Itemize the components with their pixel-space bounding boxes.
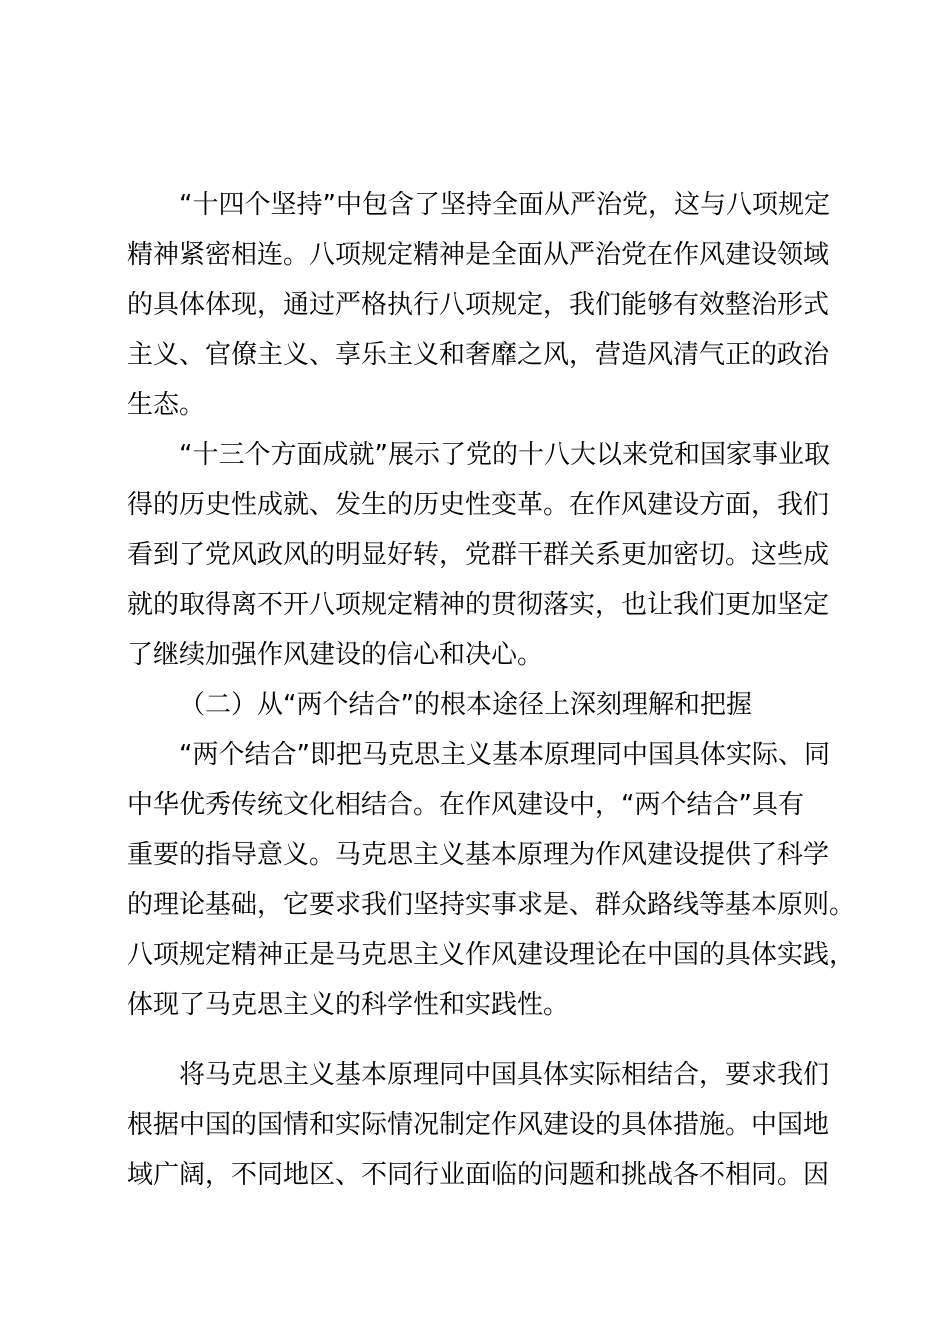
paragraph-2-line-2: 得的历史性成就、发生的历史性变革。在作风建设方面，我们 bbox=[127, 490, 830, 520]
paragraph-3-line-4: 的理论基础，它要求我们坚持实事求是、群众路线等基本原则。 bbox=[127, 890, 856, 920]
paragraph-3-line-6: 体现了马克思主义的科学性和实践性。 bbox=[127, 990, 570, 1020]
paragraph-2-line-1: “十三个方面成就”展示了党的十八大以来党和国家事业取 bbox=[179, 440, 830, 470]
paragraph-2-line-5: 了继续加强作风建设的信心和决心。 bbox=[127, 640, 544, 670]
paragraph-4-line-3: 域广阔，不同地区、不同行业面临的问题和挑战各不相同。因 bbox=[127, 1160, 830, 1190]
paragraph-2-line-4: 就的取得离不开八项规定精神的贯彻落实，也让我们更加坚定 bbox=[127, 590, 830, 620]
paragraph-3-line-2: 中华优秀传统文化相结合。在作风建设中，“两个结合”具有 bbox=[127, 790, 804, 820]
paragraph-1-line-1: “十四个坚持”中包含了坚持全面从严治党，这与八项规定 bbox=[179, 190, 830, 220]
paragraph-1-line-2: 精神紧密相连。八项规定精神是全面从严治党在作风建设领域 bbox=[127, 240, 830, 270]
paragraph-1-line-5: 生态。 bbox=[127, 390, 206, 420]
paragraph-1-line-4: 主义、官僚主义、享乐主义和奢靡之风，营造风清气正的政治 bbox=[127, 340, 830, 370]
document-body bbox=[127, 180, 856, 1200]
paragraph-1-line-3: 的具体体现，通过严格执行八项规定，我们能够有效整治形式 bbox=[127, 290, 830, 320]
section-heading: （二）从“两个结合”的根本途径上深刻理解和把握 bbox=[179, 690, 752, 720]
paragraph-3-line-3: 重要的指导意义。马克思主义基本原理为作风建设提供了科学 bbox=[127, 840, 830, 870]
paragraph-3-line-1: “两个结合”即把马克思主义基本原理同中国具体实际、同 bbox=[179, 740, 830, 770]
paragraph-4-line-1: 将马克思主义基本原理同中国具体实际相结合，要求我们 bbox=[179, 1060, 830, 1090]
paragraph-2-line-3: 看到了党风政风的明显好转，党群干群关系更加密切。这些成 bbox=[127, 540, 830, 570]
paragraph-3-line-5: 八项规定精神正是马克思主义作风建设理论在中国的具体实践， bbox=[127, 940, 856, 970]
paragraph-4-line-2: 根据中国的国情和实际情况制定作风建设的具体措施。中国地 bbox=[127, 1110, 830, 1140]
